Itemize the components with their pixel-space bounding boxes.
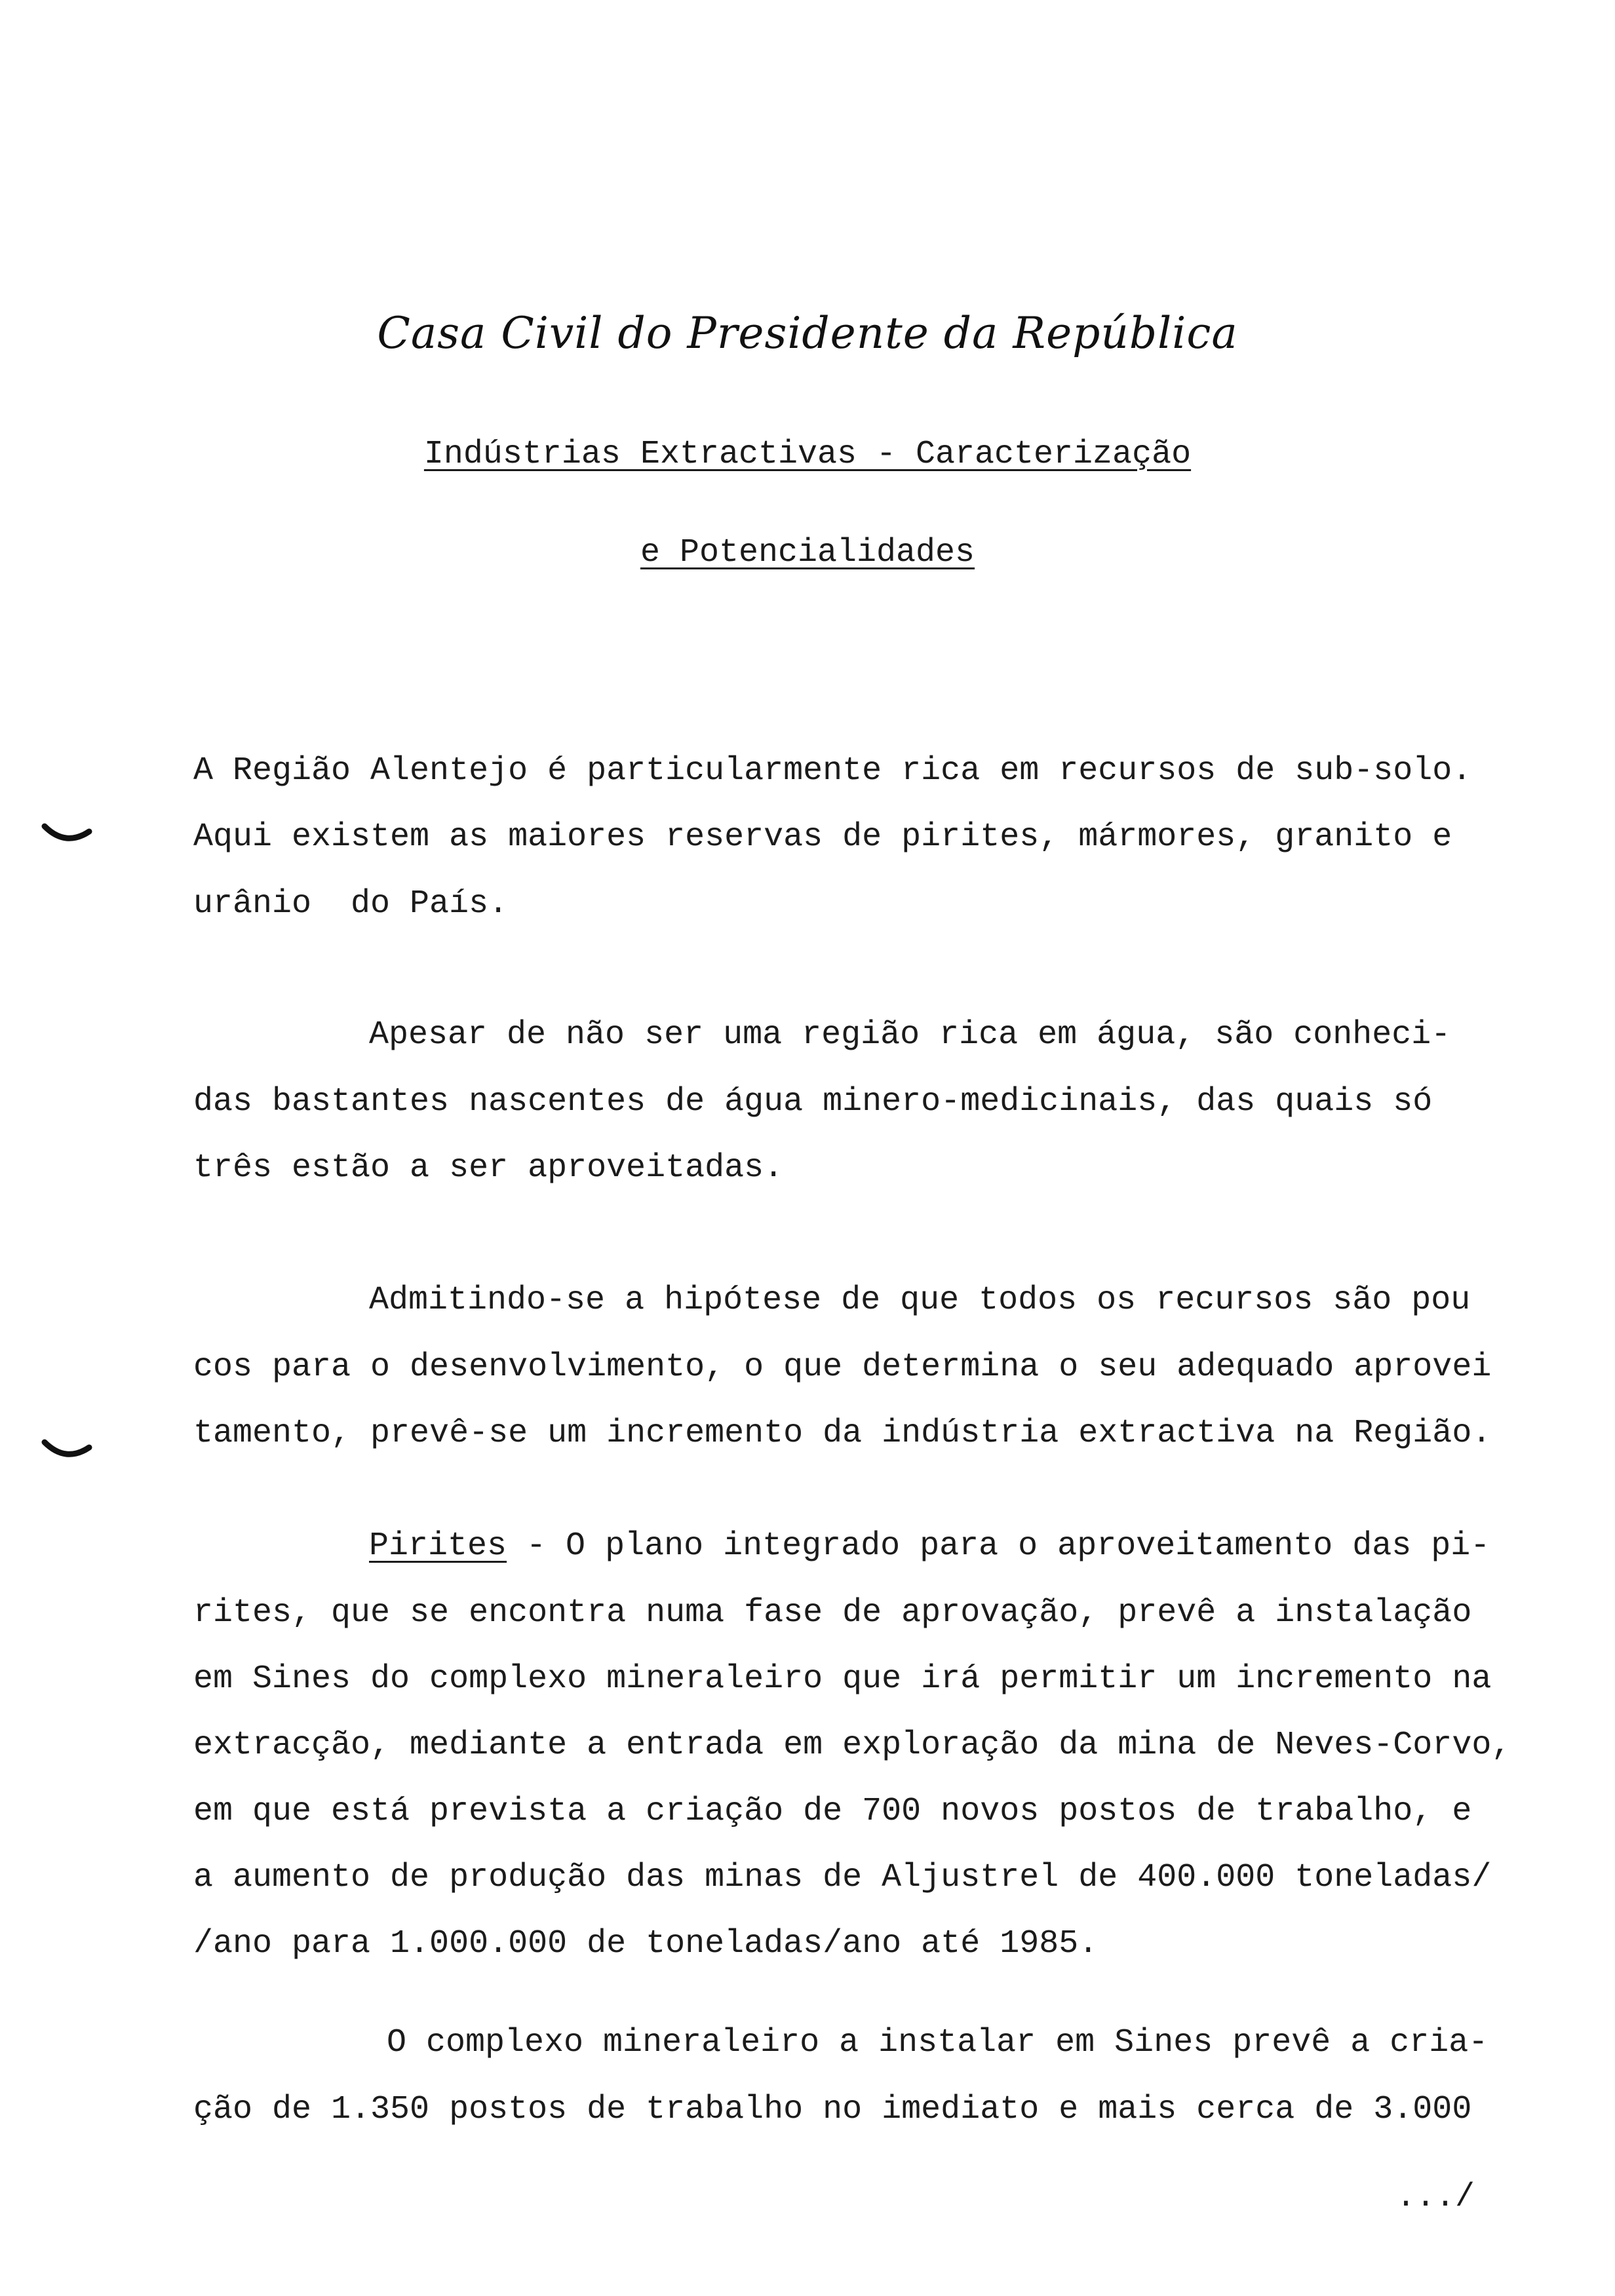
paragraph-3-line-1: Admitindo-se a hipótese de que todos os recursos são pou <box>369 1282 1471 1319</box>
pirites-heading: Pirites <box>369 1527 507 1565</box>
paragraph-4-line-6: a aumento de produção das minas de Aljustrel de 400.000 toneladas/ <box>193 1859 1492 1896</box>
paragraph-1-line-3: urânio do País. <box>193 885 509 923</box>
paragraph-4-line-4: extracção, mediante a entrada em exploração da mina de Neves-Corvo, <box>193 1727 1511 1764</box>
paragraph-4-line-1-text: - O plano integrado para o aproveitamento das pi- <box>507 1527 1490 1565</box>
punch-mark-icon <box>41 1438 93 1464</box>
paragraph-2-line-2: das bastantes nascentes de água minero-medicinais, das quais só <box>193 1083 1433 1120</box>
letterhead: Casa Civil do Presidente da República <box>377 308 1238 358</box>
paragraph-1-line-2: Aqui existem as maiores reservas de pirites, mármores, granito e <box>193 818 1452 856</box>
punch-mark-icon <box>41 822 93 849</box>
paragraph-5-line-2: ção de 1.350 postos de trabalho no imediato e mais cerca de 3.000 <box>193 2091 1472 2128</box>
paragraph-4-line-3: em Sines do complexo mineraleiro que irá permitir um incremento na <box>193 1660 1492 1698</box>
paragraph-2-line-3: três estão a ser aproveitadas. <box>193 1149 784 1187</box>
paragraph-2-line-1: Apesar de não ser uma região rica em água, são conheci- <box>369 1016 1451 1054</box>
paragraph-3-line-3: tamento, prevê-se um incremento da indústria extractiva na Região. <box>193 1415 1492 1452</box>
paragraph-5-line-1: O complexo mineraleiro a instalar em Sines prevê a cria- <box>387 2024 1489 2061</box>
paragraph-3-line-2: cos para o desenvolvimento, o que determina o seu adequado aprovei <box>193 1349 1492 1386</box>
title-line-2: e Potencialidades <box>640 534 975 571</box>
paragraph-4-line-1 <box>369 1527 1615 1566</box>
paragraph-1-line-1: A Região Alentejo é particularmente rica em recursos de sub-solo. <box>193 752 1472 790</box>
paragraph-4-line-7: /ano para 1.000.000 de toneladas/ano até 1985. <box>193 1925 1099 1962</box>
title-line-1: Indústrias Extractivas - Caracterização <box>423 436 1192 473</box>
paragraph-4-line-2: rites, que se encontra numa fase de aprovação, prevê a instalação <box>193 1594 1472 1632</box>
continuation-mark: .../ <box>1396 2179 1475 2216</box>
paragraph-4-line-5: em que está prevista a criação de 700 novos postos de trabalho, e <box>193 1793 1472 1830</box>
